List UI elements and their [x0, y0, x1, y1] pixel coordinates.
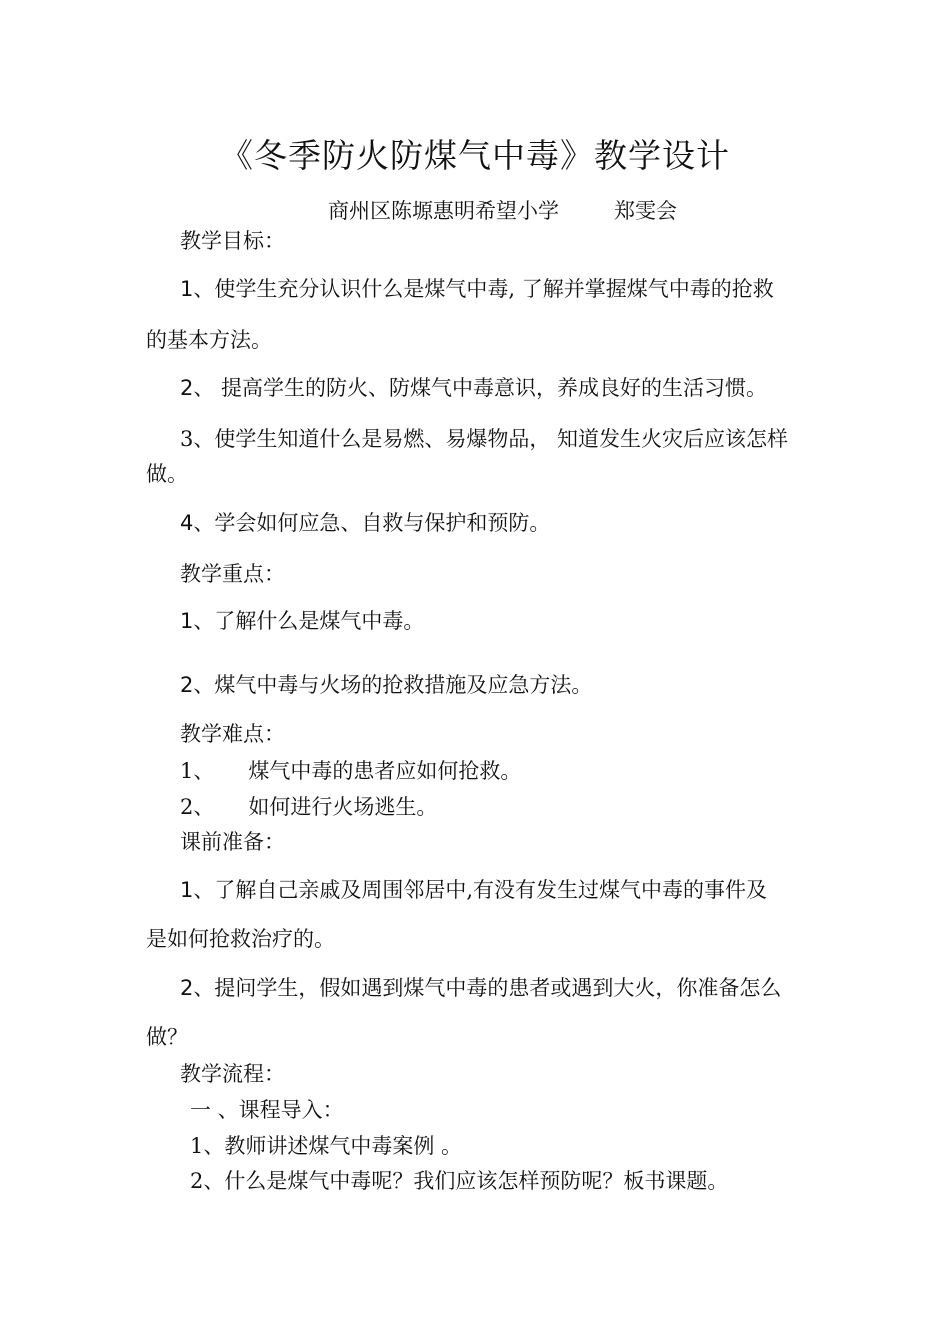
objective-2: [180, 378, 767, 399]
objective-1-text: 、使学生充分认识什么是煤气中毒, 了解并掌握煤气中毒的抢救: [193, 277, 774, 301]
difficulty-1: [180, 761, 521, 782]
preparation-1-number: 1: [180, 878, 194, 902]
process-step-2: 2、什么是煤气中毒呢？我们应该怎样预防呢？板书课题。: [190, 1169, 729, 1193]
keypoint-2-text: 、煤气中毒与火场的抢救措施及应急方法。: [193, 673, 593, 697]
objective-4-number: 4: [180, 511, 194, 535]
objectives-heading: 教学目标：: [180, 229, 285, 253]
preparation-2-line-2: 做？: [146, 1025, 188, 1049]
objective-3-line-2: 做。: [146, 462, 188, 486]
school-name: 商州区陈塬惠明希望小学: [328, 199, 559, 223]
keypoint-2: [180, 675, 592, 696]
objective-1-line-1: [180, 279, 774, 300]
difficulty-1-number: 1、: [180, 759, 215, 783]
difficulty-2: [180, 797, 437, 818]
preparation-1-line-2: 是如何抢救治疗的。: [146, 927, 335, 951]
preparation-heading: 课前准备：: [180, 830, 285, 854]
document-title: 《冬季防火防煤气中毒》教学设计: [220, 136, 730, 175]
objective-1-line-2: 的基本方法。: [146, 328, 272, 352]
difficulty-2-text: 如何进行火场逃生。: [248, 795, 438, 819]
author-name: 郑雯会: [614, 199, 677, 223]
keypoint-1-number: 1: [180, 609, 194, 633]
difficulties-heading: 教学难点：: [180, 722, 285, 746]
preparation-2-text: 、提问学生，假如遇到煤气中毒的患者或遇到大火，你准备怎么: [193, 976, 782, 1000]
keypoint-2-number: 2: [180, 673, 194, 697]
preparation-1-line-1: [180, 880, 767, 901]
objective-2-number: 2: [180, 376, 194, 400]
objective-4-text: 、学会如何应急、自救与保护和预防。: [193, 511, 551, 535]
difficulty-1-text: 煤气中毒的患者应如何抢救。: [248, 759, 522, 783]
difficulty-2-number: 2、: [180, 795, 215, 819]
objective-4: [180, 513, 550, 534]
objective-3-line-1: 3、使学生知道什么是易燃、易爆物品， 知道发生火灾后应该怎样: [180, 427, 789, 451]
preparation-1-text: 、了解自己亲戚及周围邻居中,有没有发生过煤气中毒的事件及: [193, 878, 768, 902]
preparation-2-line-1: [180, 978, 781, 999]
process-heading: 教学流程：: [180, 1062, 285, 1086]
keypoint-1: [180, 611, 424, 632]
keypoints-heading: 教学重点：: [180, 562, 285, 586]
keypoint-1-text: 、了解什么是煤气中毒。: [193, 609, 425, 633]
preparation-2-number: 2: [180, 976, 194, 1000]
objective-1-number: 1: [180, 277, 194, 301]
process-step-1: 1、教师讲述煤气中毒案例 。: [190, 1134, 463, 1158]
process-section-1: 一 、课程导入：: [190, 1098, 344, 1122]
objective-2-text: 、 提高学生的防火、防煤气中毒意识，养成良好的生活习惯。: [193, 376, 768, 400]
